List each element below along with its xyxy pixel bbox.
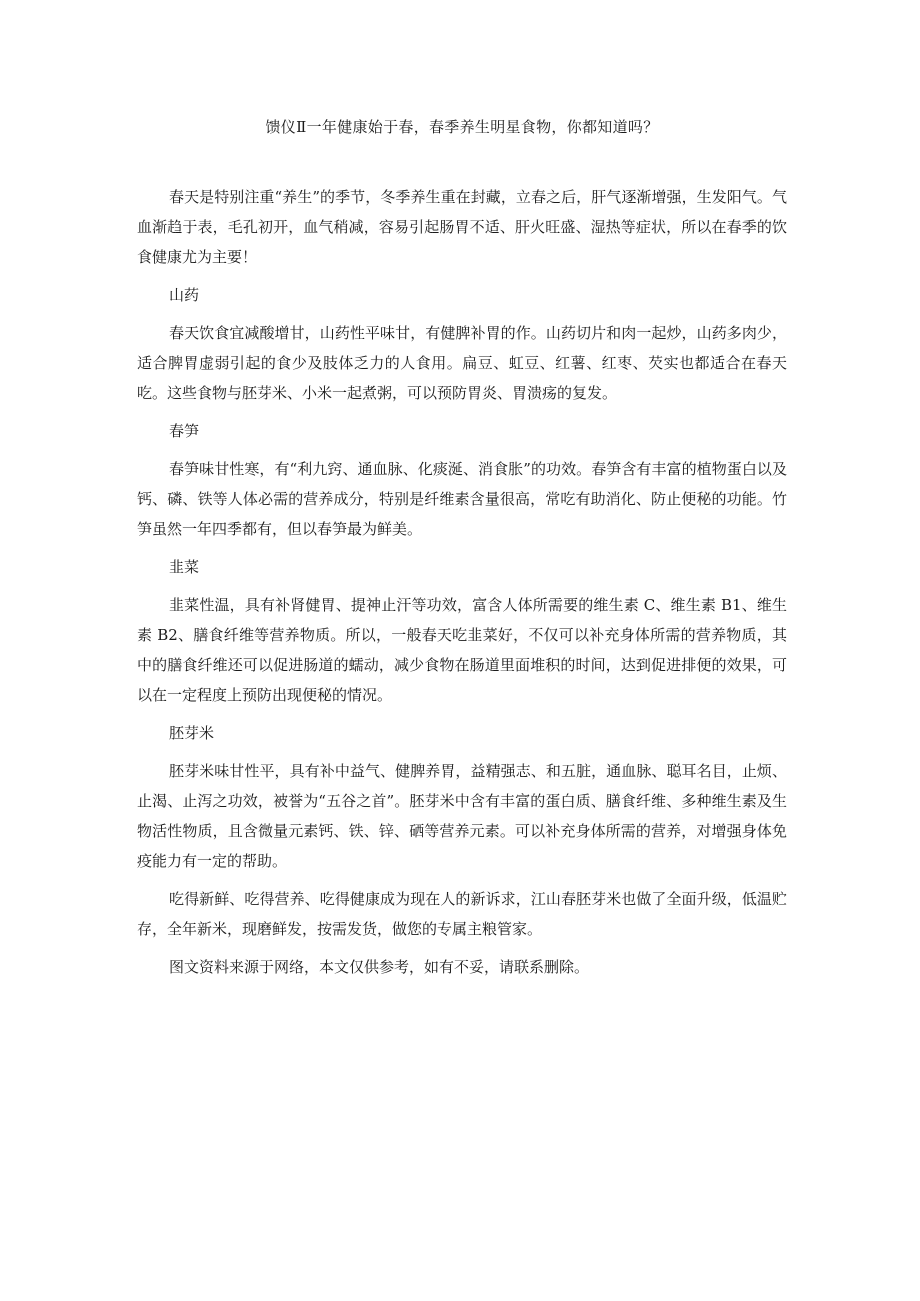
- section-text-chives: 韭菜性温，具有补肾健胃、提神止汗等功效，富含人体所需要的维生素 C、维生素 B1、维生素 B2、膳食纤维等营养物质。所以，一般春天吃韭菜好，不仅可以补充身体所需的营养物质，其中的膳食纤维还可以促进肠道的蠕动，减少食物在肠道里面堆积的时间，达到促进排便的效果，可以在一定程度上预防出现便秘的情况。: [137, 596, 787, 704]
- section-text-germ-rice: 胚芽米味甘性平，具有补中益气、健脾养胃，益精强志、和五脏，通血脉、聪耳名目，止烦、止渴、止泻之功效，被誉为“五谷之首”。胚芽米中含有丰富的蛋白质、膳食纤维、多种维生素及生物活性物质，且含微量元素钙、铁、锌、硒等营养元素。可以补充身体所需的营养，对增强身体免疫能力有一定的帮助。: [137, 762, 787, 870]
- section-heading-germ-rice: 胚芽米: [169, 724, 215, 742]
- section-heading-bamboo-shoot: 春笋: [169, 422, 200, 440]
- document-body: [137, 182, 787, 990]
- section-text-bamboo-shoot: 春笋味甘性寒，有“利九窍、通血脉、化痰涎、消食胀”的功效。春笋含有丰富的植物蛋白以及钙、磷、铁等人体必需的营养成分，特别是纤维素含量很高，常吃有助消化、防止便秘的功能。竹笋虽然一年四季都有，但以春笋最为鲜美。: [137, 460, 787, 538]
- source-note: 图文资料来源于网络，本文仅供参考，如有不妥，请联系删除。: [169, 958, 590, 976]
- section-heading-yam: 山药: [169, 286, 200, 304]
- section-heading-chives: 韭菜: [169, 558, 200, 576]
- closing-paragraph: 吃得新鲜、吃得营养、吃得健康成为现在人的新诉求，江山春胚芽米也做了全面升级，低温贮存，全年新米，现磨鲜发，按需发货，做您的专属主粮管家。: [137, 890, 787, 938]
- document-title: 馈仪Ⅱ一年健康始于春，春季养生明星食物，你都知道吗？: [265, 118, 659, 136]
- section-text-yam: 春天饮食宜减酸增甘，山药性平味甘，有健脾补胃的作。山药切片和肉一起炒，山药多肉少，适合脾胃虚弱引起的食少及肢体乏力的人食用。扁豆、虹豆、红薯、红枣、芡实也都适合在春天吃。这些食物与胚芽米、小米一起煮粥，可以预防胃炎、胃溃疡的复发。: [137, 324, 787, 402]
- intro-paragraph: 春天是特别注重“养生”的季节，冬季养生重在封藏，立春之后，肝气逐渐增强，生发阳气。气血渐趋于表，毛孔初开，血气稍减，容易引起肠胃不适、肝火旺盛、湿热等症状，所以在春季的饮食健康尤为主要！: [137, 188, 787, 266]
